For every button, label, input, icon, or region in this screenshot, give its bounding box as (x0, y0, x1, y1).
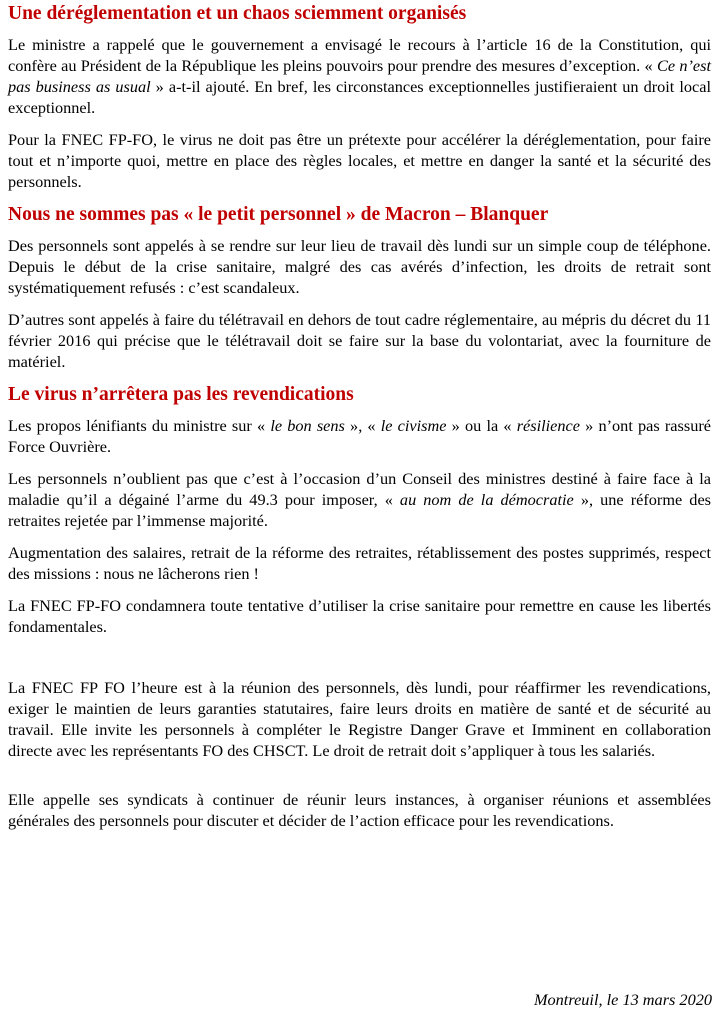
section-heading-petit-personnel: Nous ne sommes pas « le petit personnel » de Macron – Blanquer (8, 204, 549, 225)
paragraph: La FNEC FP FO l’heure est à la réunion des personnels, dès lundi, pour réaffirmer les revendications, exiger le maintien de leurs garanties statutaires, faire leurs droits en matière de santé et de sécurité au travail. Elle invite les personnels à compléter le Registre Danger Grave et Imminent en collaboration directe avec les représentants FO des CHSCT. Le droit de retrait doit s’appliquer à tous les salariés. (8, 678, 711, 760)
section-heading-revendications: Le virus n’arrêtera pas les revendications (8, 384, 354, 405)
text-run: » a-t-il ajouté. En bref, les circonstances exceptionnelles justifieraient un droit local exceptionnel. (8, 77, 711, 117)
paragraph: Elle appelle ses syndicats à continuer de réunir leurs instances, à organiser réunions et assemblées générales des personnels pour discuter et décider de l’action efficace pour les revendications. (8, 790, 711, 830)
quote-emphasis: le bon sens (270, 416, 345, 435)
quote-emphasis: résilience (516, 416, 580, 435)
paragraph: D’autres sont appelés à faire du télétravail en dehors de tout cadre réglementaire, au mépris du décret du 11 février 2016 qui précise que le télétravail doit se faire sur la base du volontariat, avec la fourniture de matériel. (8, 310, 711, 371)
text-run: », « (344, 416, 381, 435)
document-body (8, 0, 711, 842)
paragraph: Augmentation des salaires, retrait de la réforme des retraites, rétablissement des postes supprimés, respect des missions : nous ne lâcherons rien ! (8, 543, 711, 583)
paragraph: La FNEC FP-FO condamnera toute tentative d’utiliser la crise sanitaire pour remettre en cause les libertés fondamentales. (8, 596, 711, 636)
section-heading-dereglementation: Une déréglementation et un chaos sciemment organisés (8, 3, 467, 24)
text-run: Les propos lénifiants du ministre sur « (8, 416, 271, 435)
paragraph: Pour la FNEC FP-FO, le virus ne doit pas être un prétexte pour accélérer la déréglementation, pour faire tout et n’importe quoi, mettre en place des règles locales, et mettre en danger la santé et la sécurité des personnels. (8, 130, 711, 191)
text-run: Les personnels n’oublient pas que c’est à l’occasion d’un Conseil des ministres destiné à faire face à la maladie qu’il a dégainé l’arme du 49.3 pour imposer, « (8, 469, 711, 509)
paragraph (8, 415, 711, 457)
paragraph: Des personnels sont appelés à se rendre sur leur lieu de travail dès lundi sur un simple coup de téléphone. Depuis le début de la crise sanitaire, malgré des cas avérés d’infection, les droits de retrait sont systématiquement refusés : c’est scandaleux. (8, 236, 711, 297)
signature-place-date: Montreuil, le 13 mars 2020 (533, 990, 712, 1009)
paragraph (8, 34, 711, 118)
quote-emphasis: le civisme (380, 416, 447, 435)
text-run: » ou la « (446, 416, 517, 435)
text-run: », une réforme des retraites rejetée par l’immense majorité. (8, 490, 712, 530)
text-run: Le ministre a rappelé que le gouvernement a envisagé le recours à l’article 16 de la Constitution, qui confère au Président de la République les pleins pouvoirs pour prendre des mesures d’exception. « (8, 35, 711, 75)
quote-emphasis: au nom de la démocratie (399, 490, 574, 509)
quote-emphasis: Ce n’est pas business as usual (8, 56, 711, 96)
text-run: » n’ont pas rassuré Force Ouvrière. (8, 416, 711, 456)
paragraph (8, 468, 711, 531)
